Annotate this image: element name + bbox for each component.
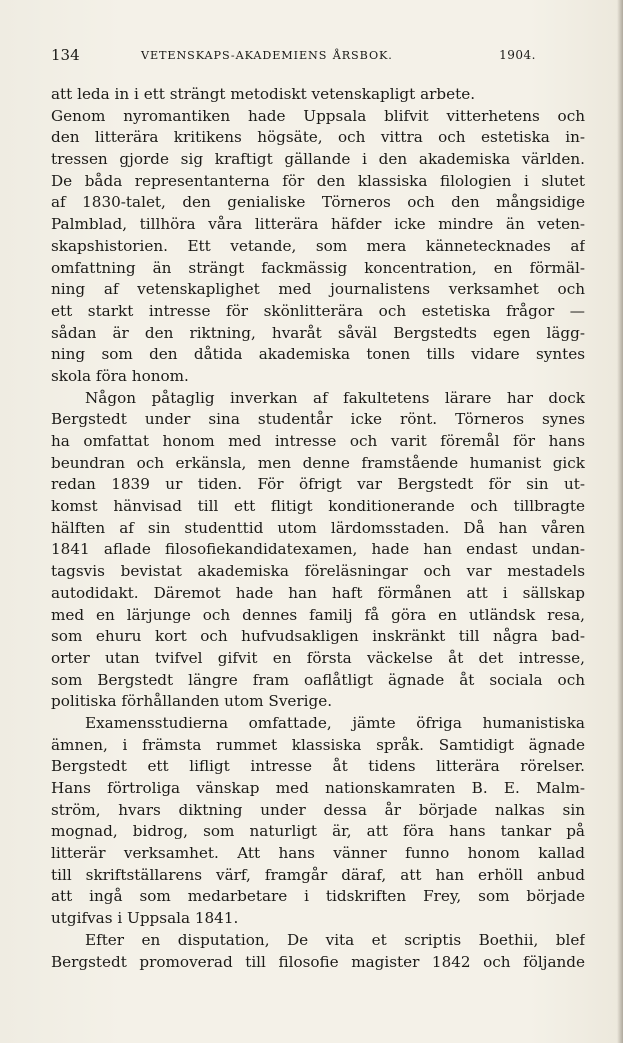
page-edge-shadow (617, 0, 623, 1043)
text-line: ämnen, i främsta rummet klassiska språk. Samtidigt ägnade (51, 735, 585, 754)
text-line: ha omfattat honom med intresse och varit föremål för hans (51, 432, 585, 450)
text-line: autodidakt. Däremot hade han haft förmånen att i sällskap (51, 583, 585, 602)
text-line: komst hänvisad till ett flitigt konditionerande och tillbragte (51, 497, 585, 516)
body-text (51, 84, 585, 973)
text-line: ning af vetenskaplighet med journalistens verksamhet och (51, 280, 585, 299)
text-line: Examensstudierna omfattade, jämte öfriga humanistiska (85, 713, 585, 732)
text-line: hälften af sin studenttid utom lärdomsstaden. Då han våren (51, 518, 585, 537)
text-line: Palmblad, tillhöra våra litterära häfder icke mindre än veten- (51, 215, 585, 234)
text-line: till skriftställarens värf, framgår däraf, att han erhöll anbud (51, 865, 585, 884)
text-line: mognad, bidrog, som naturligt är, att föra hans tankar på (51, 822, 585, 841)
text-line: utgifvas i Uppsala 1841. (51, 909, 239, 928)
text-line: skapshistorien. Ett vetande, som mera kännetecknades af (51, 236, 585, 255)
text-line: Bergstedt ett lifligt intresse åt tidens litterära rörelser. (51, 757, 585, 776)
text-line: af 1830-talet, den genialiske Törneros och den mångsidige (51, 193, 585, 212)
text-line: sådan är den riktning, hvaråt såväl Bergstedts egen lägg- (51, 323, 585, 342)
text-line: 1841 aflade filosofiekandidatexamen, hade han endast undan- (51, 540, 585, 559)
text-line: orter utan tvifvel gifvit en första väckelse åt det intresse, (51, 648, 585, 667)
text-line: den litterära kritikens högsäte, och vittra och estetiska in- (51, 128, 585, 147)
text-line: Bergstedt promoverad till filosofie magister 1842 och följande (51, 952, 585, 971)
page-number: 134 (51, 46, 80, 64)
text-line: att ingå som medarbetare i tidskriften Frey, som började (51, 887, 585, 906)
text-line: ning som den dåtida akademiska tonen tills vidare syntes (51, 345, 585, 364)
text-line: beundran och erkänsla, men denne framstående humanist gick (51, 453, 585, 472)
text-line: med en lärjunge och dennes familj få göra en utländsk resa, (51, 605, 585, 624)
text-line: litterär verksamhet. Att hans vänner funno honom kallad (51, 844, 585, 863)
running-year: 1904. (499, 48, 536, 62)
text-line: tagsvis bevistat akademiska föreläsningar och var mestadels (51, 562, 585, 581)
text-line: Genom nyromantiken hade Uppsala blifvit vitterhetens och (51, 106, 585, 125)
text-line: ström, hvars diktning under dessa år började nalkas sin (51, 800, 585, 819)
text-line: politiska förhållanden utom Sverige. (51, 692, 333, 711)
text-line: redan 1839 ur tiden. För öfrigt var Bergstedt för sin ut- (51, 475, 585, 494)
text-line: att leda in i ett strängt metodiskt vetenskapligt arbete. (51, 85, 476, 103)
text-line: som Bergstedt längre fram oaflåtligt ägnade åt sociala och (51, 670, 585, 689)
page-header (51, 44, 586, 66)
running-title: VETENSKAPS-AKADEMIENS ÅRSBOK. (141, 49, 393, 62)
text-line: som ehuru kort och hufvudsakligen inskränkt till några bad- (51, 627, 585, 646)
text-line: De båda representanterna för den klassiska filologien i slutet (51, 171, 585, 190)
text-line: Efter en disputation, De vita et scriptis Boethii, blef (85, 930, 585, 949)
text-line: ett starkt intresse för skönlitterära och estetiska frågor — (51, 301, 585, 320)
text-line: tressen gjorde sig kraftigt gällande i den akademiska världen. (51, 150, 585, 169)
text-line: skola föra honom. (51, 366, 189, 385)
text-line: Någon påtaglig inverkan af fakultetens lärare har dock (85, 388, 585, 407)
text-line: omfattning än strängt fackmässig koncentration, en förmäl- (51, 258, 585, 277)
text-line: Hans förtroliga vänskap med nationskamraten B. E. Malm- (51, 779, 585, 797)
text-line: Bergstedt under sina studentår icke rönt. Törneros synes (51, 410, 585, 429)
